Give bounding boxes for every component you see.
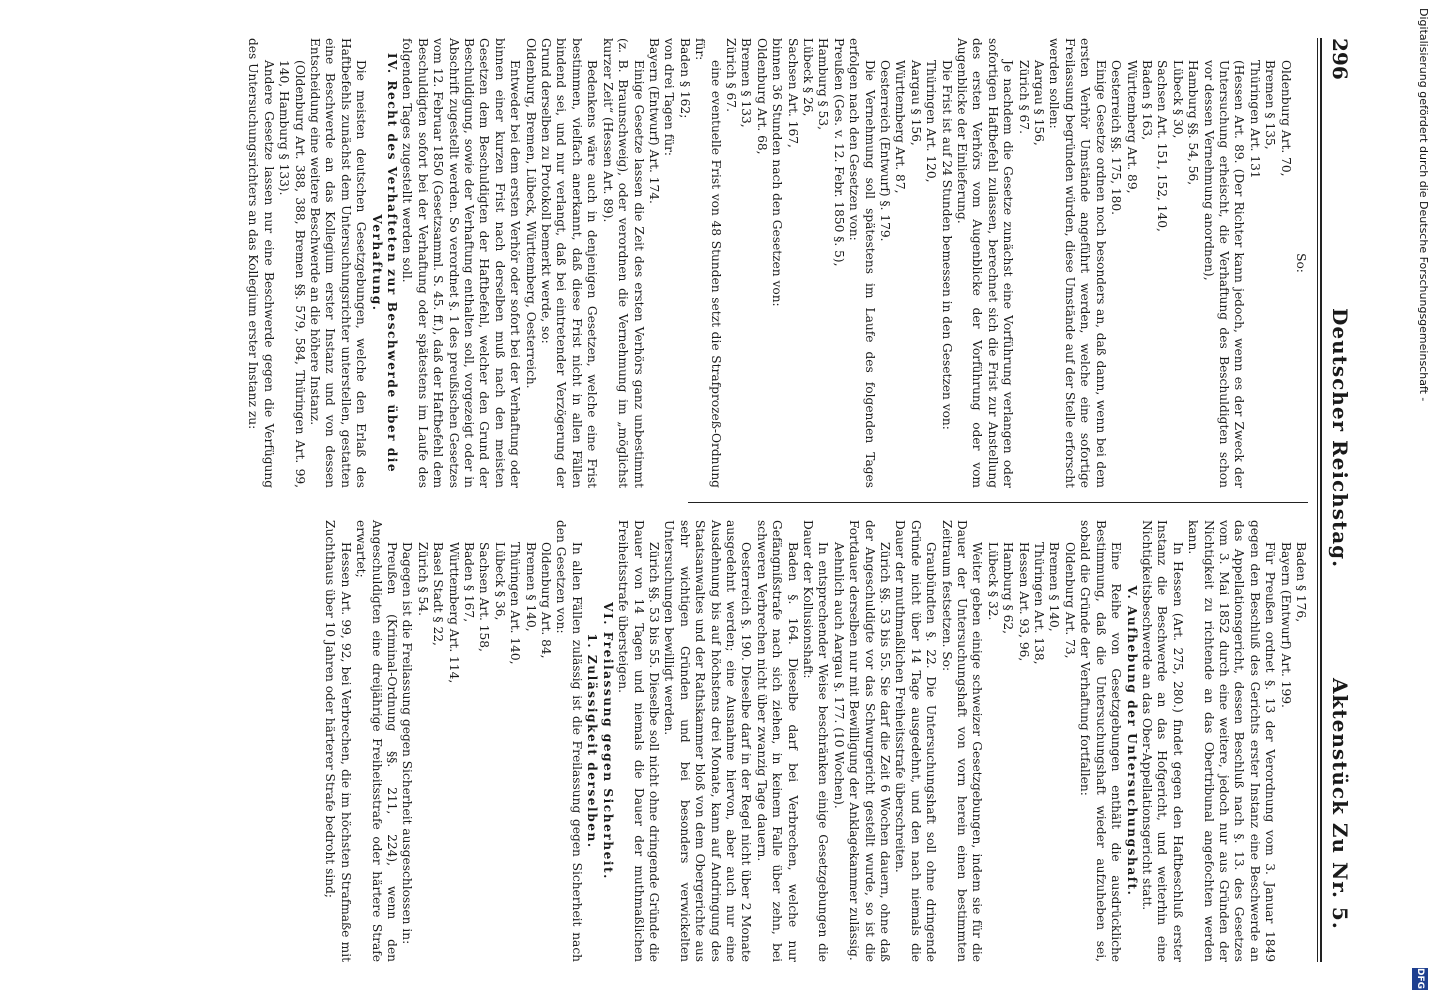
paragraph: In Hessen (Art. 275, 280.) findet gegen den Haftbeschluß erster Instanz die Beschwerde an das Hofgericht, und weiterhin eine Nichtigkeitsbeschwerde an das Ober-Appellationsgericht statt. — [1139, 520, 1185, 962]
paragraph: Einige Gesetze lassen die Zeit des ersten Verhörs ganz unbestimmt (z. B. Braunschweig), oder verordnen die Vernehmung im „möglichst kurzer Zeit“ (Hessen Art. 89). — [600, 38, 646, 488]
page-header — [1322, 38, 1352, 962]
paragraph: Eine Reihe von Gesetzgebungen enthält die ausdrückliche Bestimmung, daß die Untersuchungshaft wieder aufzuheben sei, sobald die Gründe der Verhaftung fortfallen: — [1078, 520, 1124, 962]
paragraph: (Oldenburg Art. 388, 388, Bremen §§. 579, 584, Thüringen Art. 99, 140, Hamburg § 133). — [277, 60, 307, 488]
paragraph: Zürich §§. 53 bis 55. Sie darf die Zeit 6 Wochen dauern, ohne daß der Angeschuldigte vor das Schwurgericht gestellt wurde, so ist die Fortdauer derselben nur mit Bewilligung der Anklagekammer zulässig. — [847, 520, 893, 962]
section-heading: IV. Recht des Verhafteten zur Beschwerde über die Verhaftung. — [369, 52, 400, 474]
section-heading: VI. Freilassung gegen Sicherheit. — [600, 602, 615, 880]
paragraph: Dagegen ist die Freilassung gegen Sicherheit ausgeschlossen in: — [400, 542, 415, 945]
paragraph: Thüringen Art. 120, Aargau § 156, Württemberg Art. 87, Oesterreich (Entwurf) §. 179. — [878, 60, 939, 242]
paragraph: Oldenburg Art. 84, Bremen § 140, Thüringen Art. 140, Lübeck § 36, Sachsen Art. 158, Baden § 167, Württemberg Art. 114, Basel Stadt § 22, Zürich § 54. — [415, 542, 554, 684]
paragraph: eine eventuelle Frist von 48 Stunden setzt die Strafprozeß-Ordnung für: Baden § 162; von drei Tagen für: Bayern (Entwurf) Art. 174. — [646, 38, 723, 488]
paragraph: Oldenburg Art. 70, Bremen § 135, Thüringen Art. 131 (Hessen Art. 89. (Der Richter kann jedoch, wenn es der Zweck der Untersuchung erheischt, die Verhaftung des Beschuldigten schon vor dessen Vernehmung anordnen), Hamburg §§. 54, 56, Lübeck § 30, Sachsen Art. 151, 152, 140, Baden § 163, Württemberg Art. 89, Oesterreich §§. 175, 180. — [1109, 60, 1293, 488]
digitization-credit-strip — [1408, 0, 1432, 1000]
left-text-column — [245, 38, 1308, 488]
paragraph: Graubündten §. 22. Die Untersuchungshaft soll ohne dringende Gründe nicht über 14 Tage ausgedehnt, und den nach niemals die Dauer der muthmaßlichen Freiheitsstrafe überschreiten. — [893, 520, 939, 962]
paragraph: Entweder bei dem ersten Verhör oder sofort bei der Verhaftung oder binnen einer kurzen Frist nach derselben muß nach den meisten Gesetzen dem Beschuldigten der Haftbefehl, welcher den Grund der Beschuldigung, sowie der Verhaftung enthalten soll, vorgezeigt oder in Abschrift zugestellt werden. So verordnet §. 1 des preußischen Gesetzes vom 12. Februar 1850 (Gesetzsamml. S. 45. ff.), daß der Haftbefehl dem Beschuldigten sofort bei der Verhaftung oder spätestens im Laufe des folgenden Tages zugestellt werden soll. — [400, 38, 523, 488]
paragraph: Oldenburg Art. 73, Bremen § 140, Thüringen Art. 138, Hessen Art. 93, 96, Hamburg § 62, Lübeck § 32. — [985, 542, 1077, 665]
paragraph: Oesterreich §. 190. Dieselbe darf in der Regel nicht über 2 Monate ausgedehnt werden; eine Ausnahme hiervon, aber auch nur eine Ausdehnung bis auf höchstens drei Monate, kann auf Andringung des Staatsanwaltes und der Rathskammer bloß von dem Obergerichte aus sehr wichtigen Gründen und bei besonders verwickelten Untersuchungen bewilligt werden. — [662, 520, 754, 962]
paragraph: Baden §. 164. Dieselbe darf bei Verbrechen, welche nur Gefängnißstrafe nach sich ziehen, in keinem Falle über zehn, bei schweren Verbrechen nicht über zwanzig Tage dauern. — [754, 520, 800, 962]
section-heading: 1. Zulässigkeit derselben. — [585, 633, 600, 849]
paragraph: So: — [1294, 253, 1308, 273]
paragraph: In entsprechender Weise beschränken einige Gesetzgebungen die Dauer der Kollusionshaft: — [801, 520, 831, 962]
paragraph: Aargau § 156, Zürich § 67. — [1016, 60, 1047, 146]
paragraph: Preußen (Kriminal-Ordnung §§. 211, 224), wenn den Angeschuldigten eine dreijährige Freiheitsstrafe oder härtere Strafe erwartet; — [354, 520, 400, 962]
paragraph: Für Preußen ordnet §. 13 der Verordnung vom 3. Januar 1849 gegen den Beschluß des Gerichts erster Instanz eine Beschwerde an das Appellationsgericht, dessen Beschluß nach §. 13. des Gesetzes vom 3. Mai 1852 durch eine weitere, jedoch nur aus Gründen der Nichtigkeit zu richtende an das Obertribunal angefochten werden kann. — [1186, 520, 1278, 962]
column-divider — [688, 502, 1308, 503]
paragraph: Die Frist ist auf 24 Stunden bemessen in den Gesetzen von: — [939, 60, 954, 430]
paragraph: Die meisten deutschen Gesetzgebungen, welche den Erlaß des Haftbefehls zunächst dem Untersuchungsrichter unterstellen, gestatten eine Beschwerde an das Kollegium erster Instanz und von dessen Entscheidung eine weitere Beschwerde an die höhere Instanz. — [308, 38, 369, 488]
paragraph: Bedenkens wäre auch in denjenigen Gesetzen, welche eine Frist bestimmen, vielfach anerkannt, daß diese Frist nicht in allen Fällen bindend sei, und nur verlangt, daß bei eintretender Verzögerung der Grund derselben zu Protokoll bemerkt werde, so: Oldenburg, Bremen, Lübeck, Württemberg, Oesterreich. — [523, 38, 600, 488]
paragraph: Je nachdem die Gesetze zunächst eine Vorführung verlangen oder sofortigen Haftbefehl zulassen, berechnet sich die Frist zur Anstellung des ersten Verhörs vom Augenblicke der Vorführung oder vom Augenblicke der Einlieferung. — [955, 38, 1016, 488]
paragraph: Andere Gesetze lassen nur eine Beschwerde gegen die Verfügung des Untersuchungsrichters an das Kollegium erster Instanz zu: — [246, 38, 276, 488]
document-reference: Aktenstück Zu Nr. 5. — [1328, 678, 1352, 930]
paragraph: Weiter geben einige schweizer Gesetzgebungen, indem sie für die Dauer der Untersuchungshaft von vorn herein einen bestimmten Zeitraum festsetzen. So: — [939, 520, 985, 962]
paragraph: In allen Fällen zulässig ist die Freilassung gegen Sicherheit nach den Gesetzen von: — [554, 520, 584, 962]
paragraph: Einige Gesetze ordnen noch besonders an, daß dann, wenn bei dem ersten Verhör Umstände angeführt werden, welche eine sofortige Freilassung begründen würden, diese Umstände auf der Stelle erforscht werden sollen: — [1047, 38, 1108, 488]
header-rule — [1320, 38, 1322, 962]
right-text-column — [322, 520, 1308, 962]
paragraph: Zürich §§. 53 bis 55. Dieselbe soll nicht ohne dringende Gründe die Dauer von 14 Tagen und niemals die Dauer der muthmaßlichen Freiheitsstrafe übersteigen. — [616, 520, 661, 962]
section-heading: V. Aufhebung der Untersuchungshaft. — [1124, 585, 1139, 897]
page-number: 296 — [1328, 38, 1352, 80]
paragraph: Die Vernehmung soll spätestens im Laufe des folgenden Tages erfolgen nach den Gesetzen von: Preußen (Ges. v. 12. Febr. 1850 §. 5), Hamburg § 53, Lübeck § 26, Sachsen Art. 167, binnen 36 Stunden nach den Gesetzen von: Oldenburg Art. 68, Bremen § 133, Zürich § 67. — [723, 38, 877, 488]
publication-title: Deutscher Reichstag. — [1328, 308, 1352, 569]
paragraph: Aehnlich auch Aargau §. 177. (10 Wochen). — [831, 542, 846, 809]
digitization-credit-text: Digitalisierung gefördert durch die Deutsche Forschungsgemeinschaft - — [1417, 8, 1430, 402]
dfg-logo: DFG — [1412, 968, 1428, 990]
header-rule-thin — [1317, 38, 1318, 962]
paragraph: Baden § 176, Bayern (Entwurf) Art. 199. — [1278, 542, 1308, 708]
paragraph: Hessen Art. 99, 92, bei Verbrechen, die im höchsten Strafmaße mit Zuchthaus über 10 Jahren oder härterer Strafe bedroht sind; — [323, 520, 353, 962]
